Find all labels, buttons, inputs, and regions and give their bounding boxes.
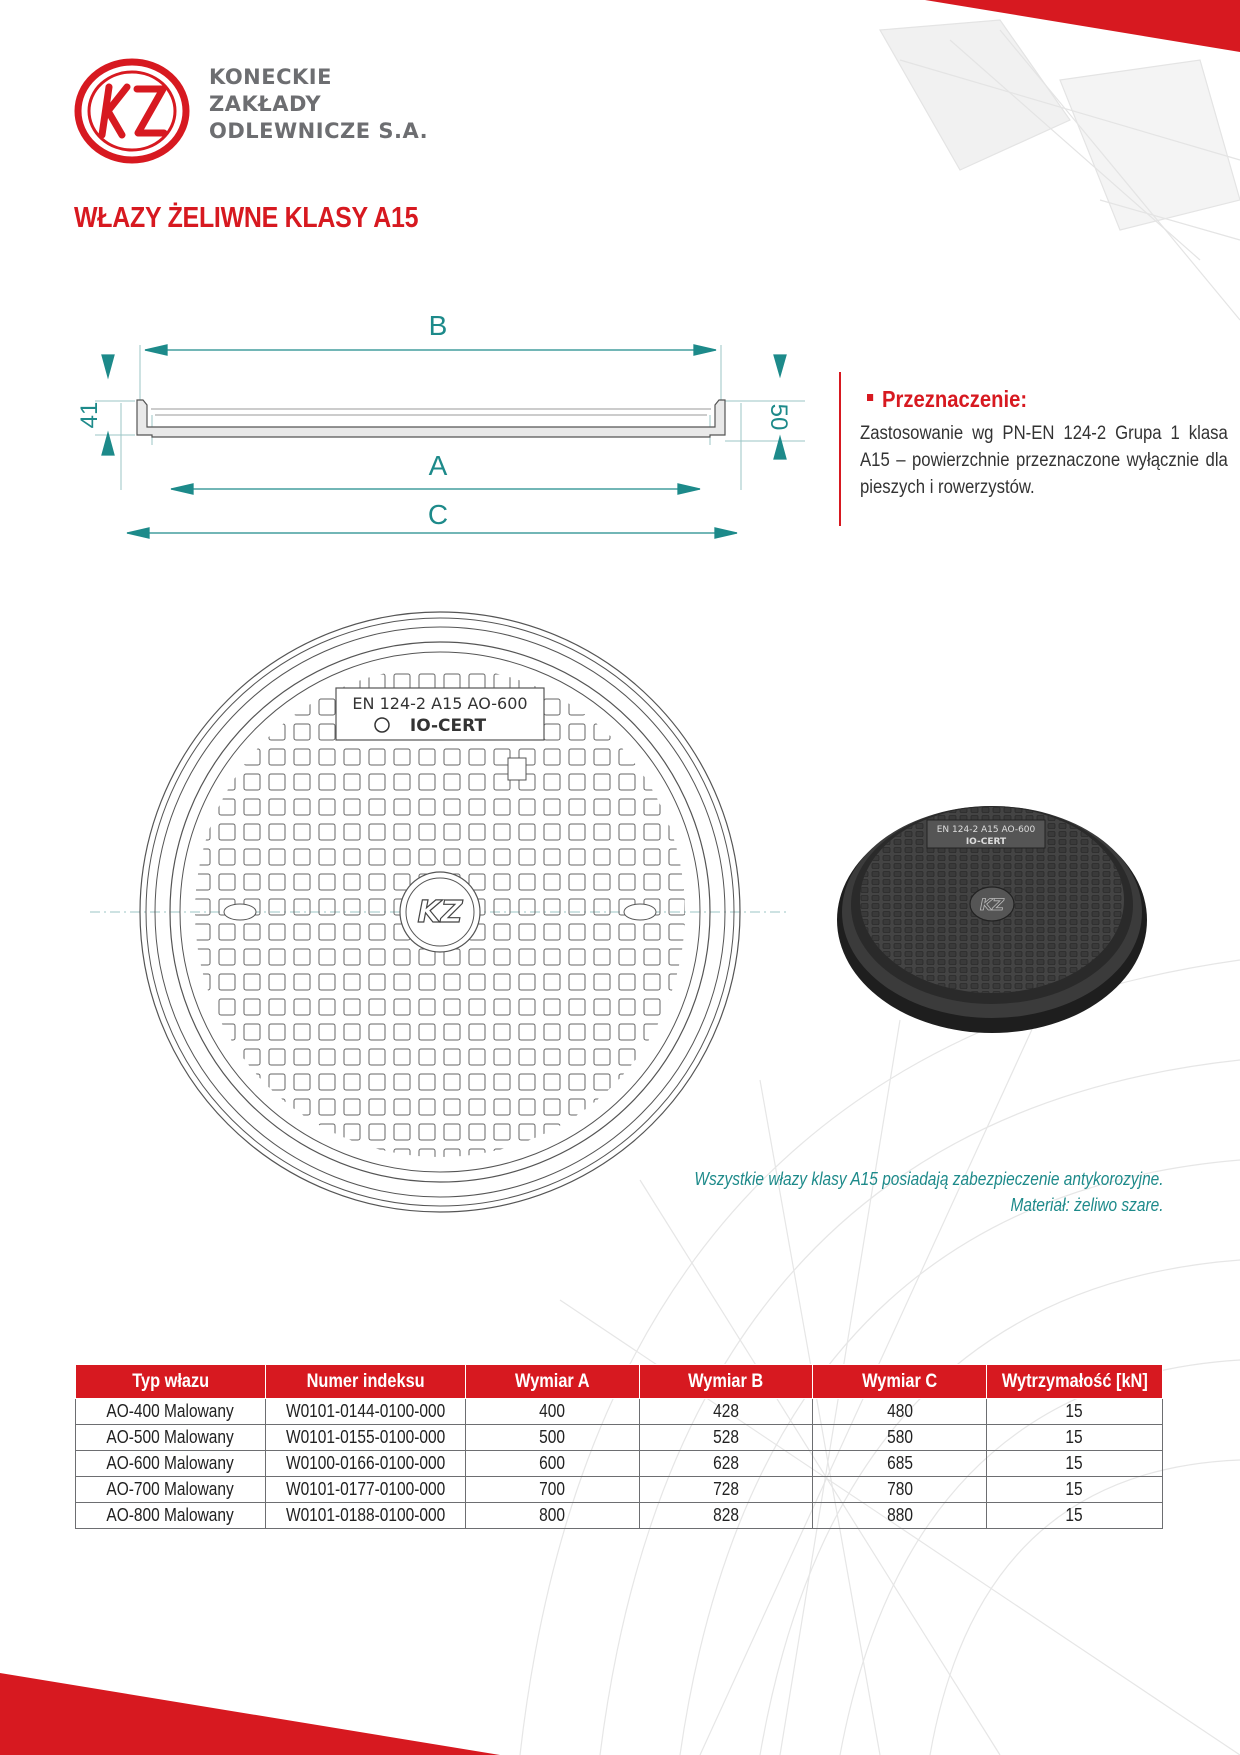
header-dim-c: Wymiar C	[813, 1365, 987, 1399]
cover-kz-logo: KZ	[417, 895, 463, 930]
material-note-line-2: Materiał: żeliwo szare.	[1010, 1195, 1164, 1215]
table-row: AO-500 Malowany W0101-0155-0100-000 500 528 580 15	[76, 1425, 1163, 1451]
purpose-heading: Przeznaczenie:	[867, 386, 1027, 413]
purpose-text: Zastosowanie wg PN-EN 124-2 Grupa 1 klasa A15 – powierzchnie przeznaczone wyłącznie dla pieszych i rowerzystów.	[860, 423, 1228, 498]
bottom-red-bar	[0, 1673, 500, 1755]
header-dim-b: Wymiar B	[639, 1365, 813, 1399]
coating-note-line-1: Wszystkie włazy klasy A15 posiadają zabezpieczenie antykorozyjne.	[694, 1169, 1164, 1189]
coating-note	[695, 1166, 1164, 1218]
page-title: WŁAZY ŻELIWNE KLASY A15	[74, 202, 419, 234]
company-name-line-2: ZAKŁADY	[209, 92, 322, 116]
company-name	[209, 64, 428, 145]
company-name-line-3: ODLEWNICZE S.A.	[209, 119, 429, 143]
company-name-line-1: KONECKIE	[209, 65, 332, 89]
spec-table	[75, 1364, 1163, 1529]
cover-marking-line-2: IO-CERT	[409, 716, 487, 736]
top-sketch	[880, 20, 1240, 320]
height-41-label: 41	[76, 401, 103, 429]
cover-marking-line-1: EN 124-2 A15 AO-600	[352, 694, 528, 713]
photo-marking-line-1: EN 124-2 A15 AO-600	[936, 825, 1036, 835]
header-dim-a: Wymiar A	[465, 1365, 639, 1399]
height-50-label: 50	[765, 403, 792, 431]
photo-marking-line-2: IO-CERT	[965, 837, 1007, 847]
header-strength: Wytrzymałość [kN]	[986, 1365, 1162, 1399]
table-row: AO-600 Malowany W0100-0166-0100-000 600 628 685 15	[76, 1451, 1163, 1477]
table-row: AO-800 Malowany W0101-0188-0100-000 800 828 880 15	[76, 1503, 1163, 1529]
dimension-b-label: B	[428, 310, 448, 341]
cross-section-drawing	[76, 305, 805, 545]
cover-plan-drawing	[90, 620, 800, 1230]
table-header-row	[76, 1365, 1163, 1399]
table-row: AO-400 Malowany W0101-0144-0100-000 400 428 480 15	[76, 1399, 1163, 1425]
table-row: AO-700 Malowany W0101-0177-0100-000 700 728 780 15	[76, 1477, 1163, 1503]
header-type: Typ włazu	[76, 1365, 266, 1399]
kz-logo-icon	[75, 59, 189, 163]
dimension-a-label: A	[428, 450, 448, 481]
purpose-divider	[839, 372, 841, 526]
header-index: Numer indeksu	[265, 1365, 465, 1399]
bullet-square-icon	[867, 394, 873, 401]
cover-photo	[815, 790, 1125, 1050]
svg-text:KZ: KZ	[980, 895, 1004, 914]
dimension-c-label: C	[427, 499, 449, 530]
